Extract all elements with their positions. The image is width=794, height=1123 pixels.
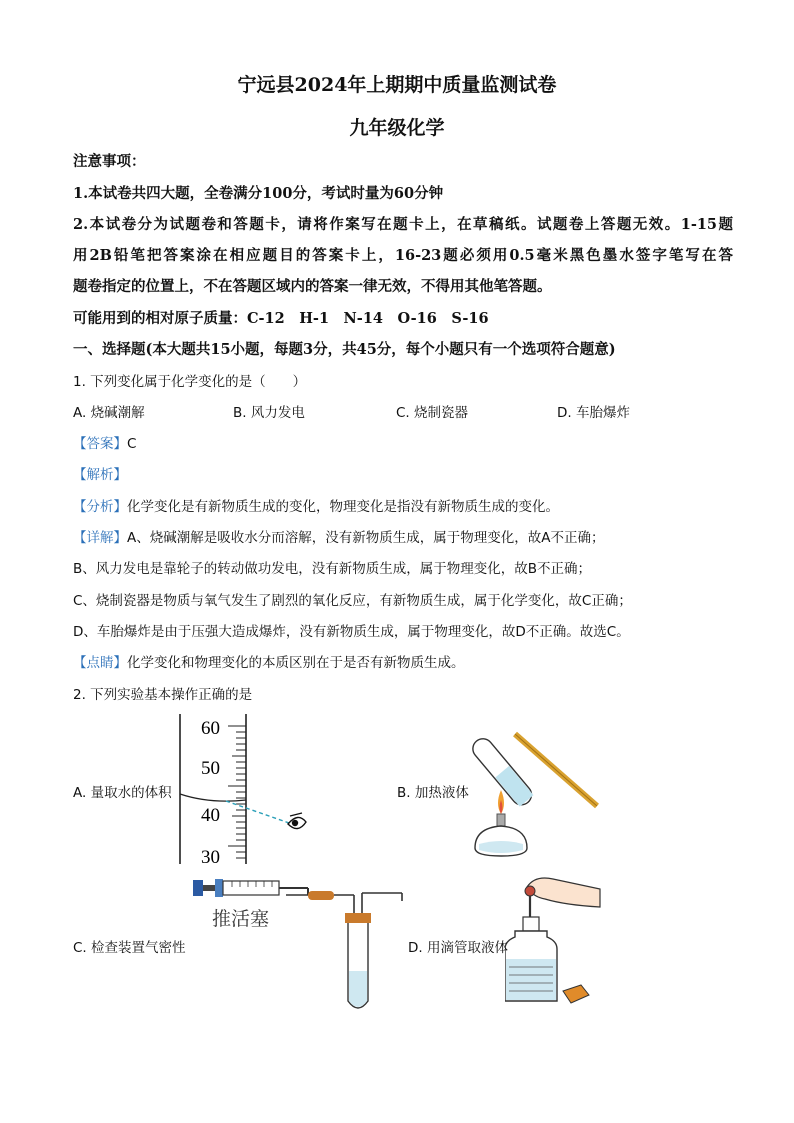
cylinder-tick-50: 50 <box>201 758 220 779</box>
cylinder-tick-60: 60 <box>201 718 220 739</box>
airtightness-figure <box>190 875 410 1015</box>
sight-line <box>226 801 292 824</box>
q1-stem: 1. 下列变化属于化学变化的是（ ） <box>73 374 307 390</box>
notes-item-1: 1.本试卷共四大题，全卷满分100分，考试时量为60分钟 <box>73 185 444 202</box>
syringe-label: 推活塞 <box>212 908 270 930</box>
notes-item-2-line-3: 题卷指定的位置上，不在答题区域内的答案一律无效，不得用其他笔答题。 <box>73 278 552 295</box>
syringe-barrel <box>223 881 279 895</box>
dianjing-tag: 【点睛】 <box>73 655 127 671</box>
q2-option-d: D. 用滴管取液体 <box>408 940 508 956</box>
rubber-tube <box>308 891 334 900</box>
q1-option-a: A. 烧碱潮解 <box>73 405 145 421</box>
q2-option-b: B. 加热液体 <box>397 785 469 801</box>
atomic-mass-line: 可能用到的相对原子质量：C-12 H-1 N-14 O-16 S-16 <box>73 310 489 327</box>
heating-figure <box>465 722 605 862</box>
dropper-figure <box>505 875 605 1010</box>
answer-tag: 【答案】 <box>73 436 127 452</box>
fenxi-tag: 【分析】 <box>73 499 127 515</box>
q1-analysis-tag <box>73 463 733 483</box>
q1-dianjing <box>73 651 733 671</box>
exam-title: 宁远县2024年上期期中质量监测试卷 <box>237 74 557 96</box>
bottle-cap <box>563 985 589 1003</box>
xiangjie-a-text: A、烧碱潮解是吸收水分而溶解，没有新物质生成，属于物理变化，故A不正确； <box>127 530 605 546</box>
bottle-liquid <box>506 959 556 1000</box>
q1-answer <box>73 432 733 452</box>
notes-heading: 注意事项： <box>73 153 146 170</box>
q2-option-c: C. 检查装置气密性 <box>73 940 186 956</box>
q1-option-b: B. 风力发电 <box>233 405 305 421</box>
eye-icon <box>288 813 306 829</box>
dianjing-text: 化学变化和物理变化的本质区别在于是否有新物质生成。 <box>127 655 465 671</box>
q1-xiangjie-d: D、车胎爆炸是由于压强大造成爆炸，没有新物质生成，属于物理变化，故D不正确。故选C。 <box>73 624 630 640</box>
xiangjie-tag: 【详解】 <box>73 530 127 546</box>
q2-option-a: A. 量取水的体积 <box>73 785 172 801</box>
fenxi-text: 化学变化是有新物质生成的变化，物理变化是指没有新物质生成的变化。 <box>127 499 559 515</box>
section-1-heading: 一、选择题(本大题共15小题，每题3分，共45分，每个小题只有一个选项符合题意) <box>73 341 616 358</box>
exam-subtitle: 九年级化学 <box>349 117 445 139</box>
notes-item-2-line-1: 2.本试卷分为试题卷和答题卡，请将作案写在题卡上，在草稿纸。试题卷上答题无效。1-15题 <box>73 216 733 233</box>
q1-option-d: D. 车胎爆炸 <box>557 405 630 421</box>
answer-value: C <box>127 436 137 452</box>
stopper <box>345 913 371 923</box>
q1-fenxi <box>73 495 733 515</box>
notes-item-2-line-2: 用2B铅笔把答案涂在相应题目的答案卡上，16-23题必须用0.5毫米黑色墨水签字笔写在答 <box>73 247 733 264</box>
q1-xiangjie-a <box>73 526 733 546</box>
cylinder-figure <box>170 712 320 867</box>
q1-xiangjie-c: C、烧制瓷器是物质与氧气发生了剧烈的氧化反应，有新物质生成，属于化学变化，故C正确； <box>73 593 632 609</box>
cylinder-tick-30: 30 <box>201 847 220 867</box>
q1-xiangjie-b: B、风力发电是靠轮子的转动做功发电，没有新物质生成，属于物理变化，故B不正确； <box>73 561 592 577</box>
analysis-tag: 【解析】 <box>73 467 127 483</box>
q2-stem: 2. 下列实验基本操作正确的是 <box>73 687 253 703</box>
syringe-plunger <box>193 880 203 896</box>
hand <box>527 878 600 907</box>
dropper-bulb <box>525 886 535 896</box>
cylinder-tick-40: 40 <box>201 805 220 826</box>
q1-option-c: C. 烧制瓷器 <box>396 405 469 421</box>
